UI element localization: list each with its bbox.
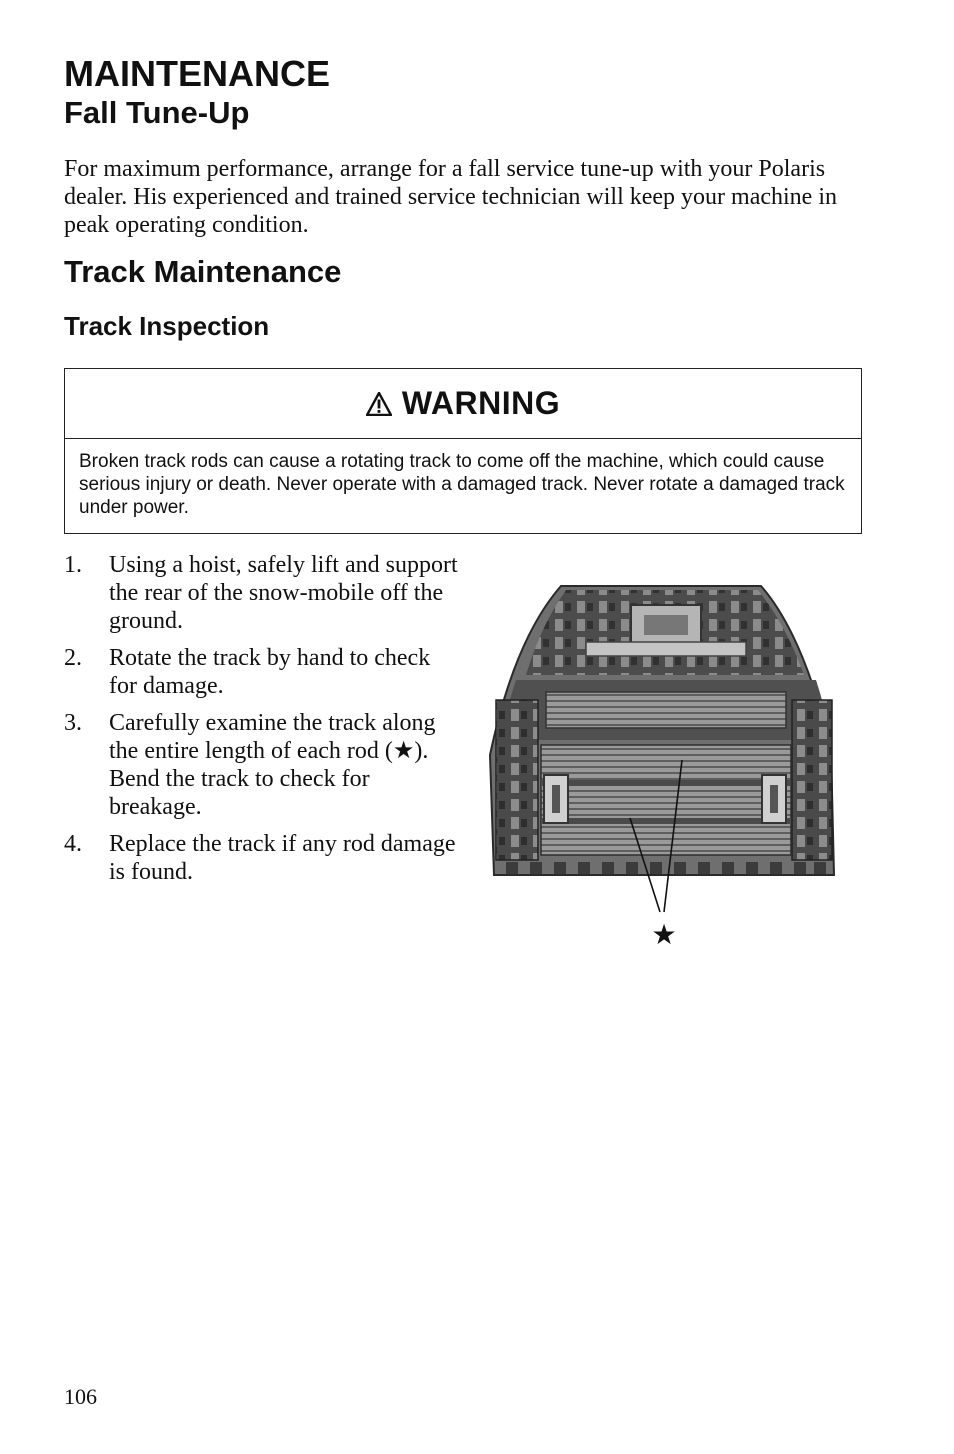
step-text: Rotate the track by hand to check for damage. <box>109 645 431 699</box>
snowmobile-track-illustration <box>486 580 846 950</box>
page-number: 106 <box>64 1384 97 1409</box>
warning-label: WARNING <box>401 385 561 421</box>
warning-box <box>64 368 862 534</box>
warning-text: Broken track rods can cause a rotating track to come off the machine, which could cause serious injury or death. Never operate with a damaged track. Never rotate a damaged track under power. <box>79 451 845 518</box>
warning-triangle-icon <box>366 392 392 416</box>
section-title-track-maintenance: Track Maintenance <box>64 254 342 289</box>
list-item <box>64 644 464 700</box>
list-item <box>64 830 464 886</box>
step-number: 4. <box>64 831 82 857</box>
inspection-steps-list <box>64 551 464 895</box>
section-title-fall-tune-up: Fall Tune-Up <box>64 95 250 130</box>
list-item <box>64 551 464 635</box>
chapter-title: MAINTENANCE <box>64 53 330 94</box>
callout-star-label: ★ <box>651 918 677 950</box>
step-number: 3. <box>64 710 82 736</box>
step-text: Carefully examine the track along the entire length of each rod (★). Bend the track to check for breakage. <box>109 710 436 820</box>
step-number: 2. <box>64 645 82 671</box>
step-text: Using a hoist, safely lift and support the rear of the snow-mobile off the ground. <box>109 552 458 634</box>
warning-header <box>65 369 861 439</box>
step-number: 1. <box>64 552 82 578</box>
step-text: Replace the track if any rod damage is found. <box>109 831 456 885</box>
list-item <box>64 709 464 821</box>
subsection-title-track-inspection: Track Inspection <box>64 311 270 341</box>
fall-tune-up-paragraph: For maximum performance, arrange for a fall service tune-up with your Polaris dealer. His experienced and trained service technician will keep your machine in peak operating condition. <box>64 156 838 238</box>
track-figure <box>486 580 846 950</box>
